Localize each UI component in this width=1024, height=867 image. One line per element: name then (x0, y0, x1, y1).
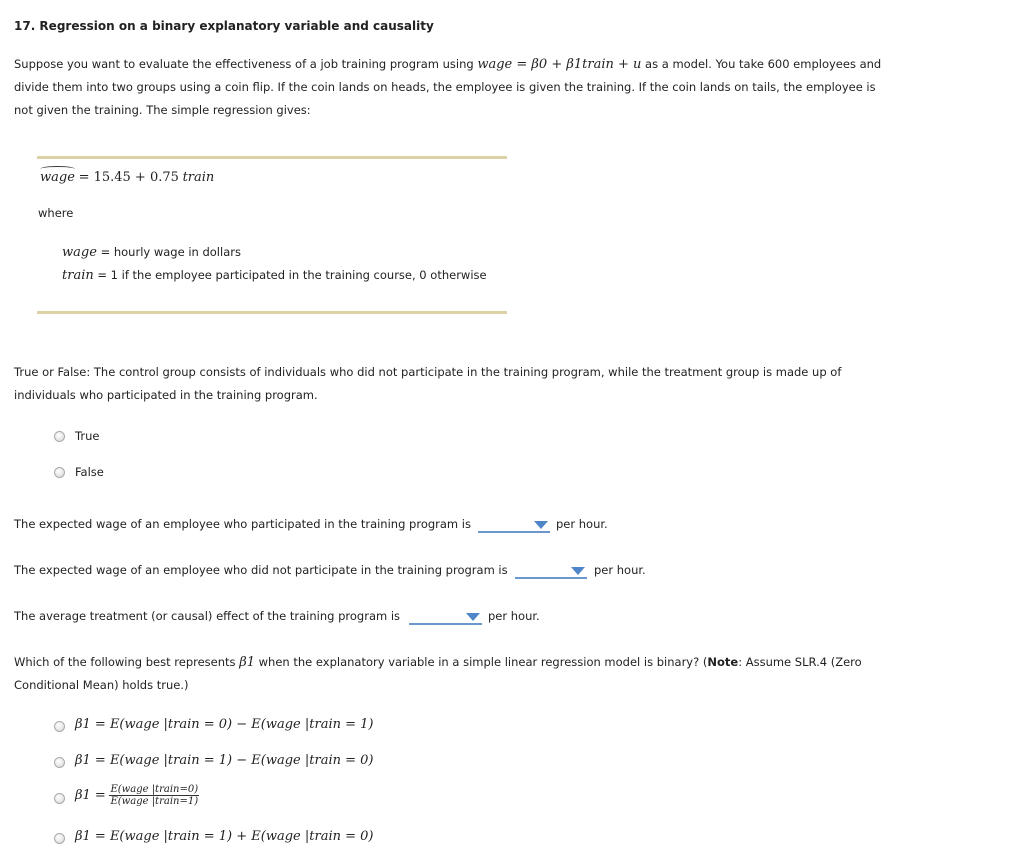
intro-line-2: divide them into two groups using a coin flip. If the coin lands on heads, the employee is given the training. If the coin lands on tails, the employee is (14, 80, 876, 94)
mc-prompt-line-2: Conditional Mean) holds true.) (14, 678, 189, 692)
equation-top-rule (37, 156, 507, 159)
intro-line-3: not given the training. The simple regression gives: (14, 103, 311, 117)
fill-q2-text: The expected wage of an employee who did not participate in the training program is (14, 563, 508, 577)
fraction: $\frac{\text{E(wage |train=0)}}{\text{E(wage |train=1)}}$ (110, 784, 199, 807)
intro-line-1: Suppose you want to evaluate the effectiveness of a job training program using wage = β0 + β1train + u as a model. You take 600 employees and (14, 57, 882, 72)
regression-equation: wage = 15.45 + 0.75 train (40, 170, 215, 185)
chevron-down-icon (466, 613, 480, 621)
fill-q3-text: The average treatment (or causal) effect of the training program is (14, 609, 401, 623)
where-label: where (38, 206, 74, 220)
tf-prompt-line-1: True or False: The control group consists of individuals who did not participate in the training program, while the treatment group is made up of (14, 365, 842, 379)
fill-q2-dropdown[interactable] (515, 563, 587, 579)
radio-option-2[interactable] (54, 757, 65, 768)
definition-train: train = 1 if the employee participated in the training course, 0 otherwise (62, 268, 487, 283)
wage-hat: wage (40, 170, 75, 185)
option-2-label: β1 = E(wage |train = 1) − E(wage |train = 0) (75, 753, 374, 768)
fill-q1-after: per hour. (556, 517, 608, 531)
radio-true[interactable] (54, 431, 65, 442)
option-false-label: False (75, 465, 104, 479)
radio-false[interactable] (54, 467, 65, 478)
question-title: 17. Regression on a binary explanatory variable and causality (14, 19, 434, 33)
radio-option-1[interactable] (54, 721, 65, 732)
fill-q3-after: per hour. (488, 609, 540, 623)
chevron-down-icon (571, 567, 585, 575)
model-equation: wage = β0 + β1train + u (477, 57, 642, 72)
option-4-label: β1 = E(wage |train = 1) + E(wage |train = 0) (75, 829, 374, 844)
option-3-label: β1 = $\frac{\text{E(wage |train=0)}}{\text{E(wage |train=1)}}$ (75, 784, 199, 807)
tf-prompt-line-2: individuals who participated in the training program. (14, 388, 318, 402)
equation-bottom-rule (37, 311, 507, 314)
option-true-label: True (75, 429, 100, 443)
radio-option-3[interactable] (54, 793, 65, 804)
mc-prompt-line-1: Which of the following best represents β1 when the explanatory variable in a simple linear regression model is binary? (Note: Assume SLR.4 (Zero (14, 655, 862, 670)
fill-q2-after: per hour. (594, 563, 646, 577)
chevron-down-icon (534, 521, 548, 529)
radio-option-4[interactable] (54, 833, 65, 844)
fill-q1-dropdown[interactable] (478, 517, 550, 533)
definition-wage: wage = hourly wage in dollars (62, 245, 241, 260)
fill-q1-text: The expected wage of an employee who participated in the training program is (14, 517, 471, 531)
fill-q3-dropdown[interactable] (409, 609, 482, 625)
option-1-label: β1 = E(wage |train = 0) − E(wage |train = 1) (75, 717, 374, 732)
